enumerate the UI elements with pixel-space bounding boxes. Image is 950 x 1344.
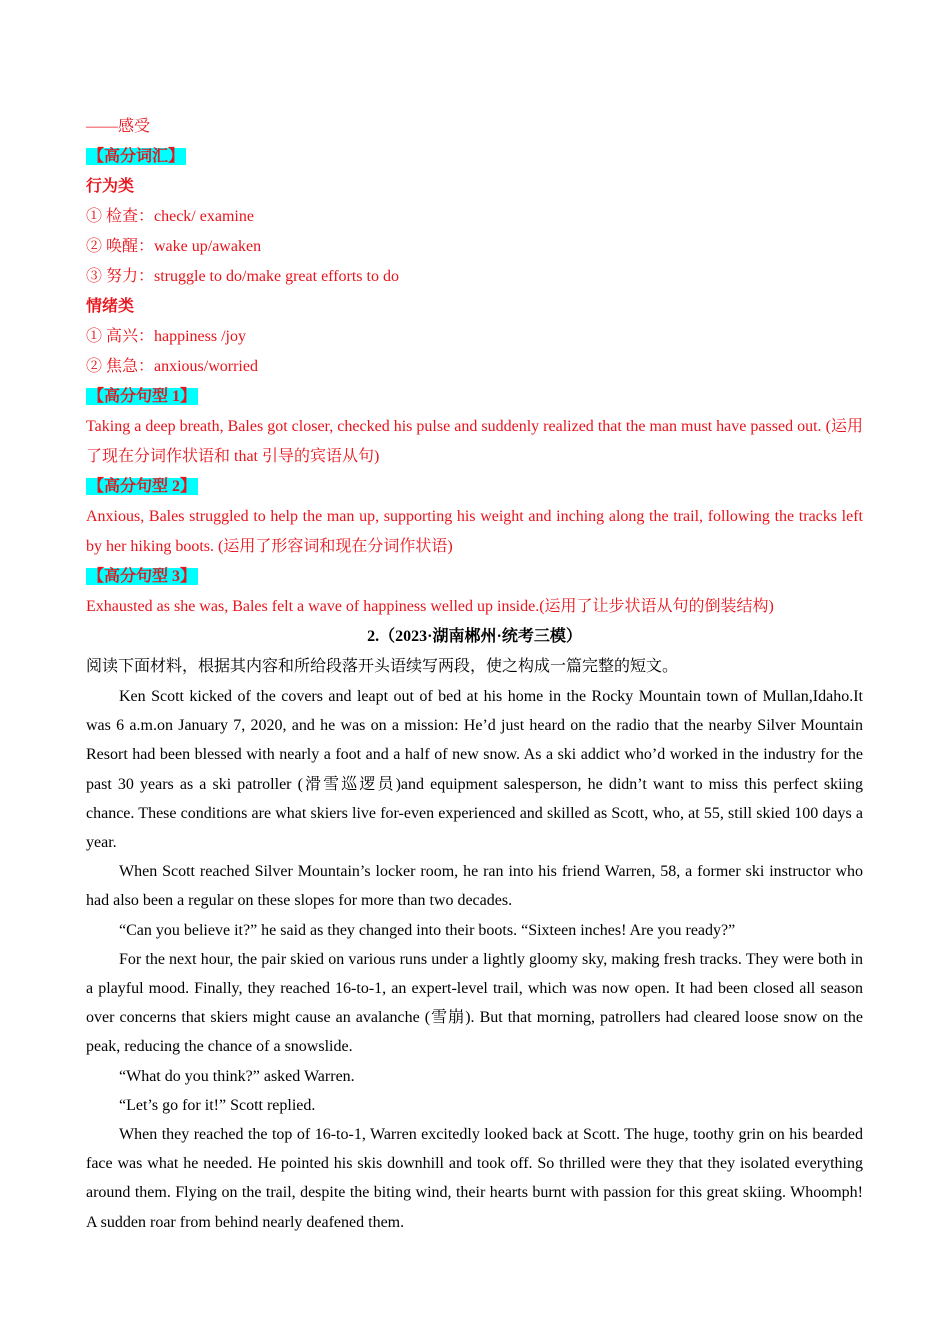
passage-paragraph: “What do you think?” asked Warren. <box>119 1067 355 1085</box>
document-page <box>86 112 863 1237</box>
passage-paragraph: For the next hour, the pair skied on various runs under a lightly gloomy sky, making fresh tracks. They were both in a playful mood. Finally, they reached 16-to-1, an expert-level trail, which was now open. It had been closed all season over concerns that skiers might cause an avalanche (雪崩). But that morning, patrollers had cleared loose snow on the peak, reducing the chance of a snowslide. <box>86 950 863 1056</box>
emotion-item: ② 焦急：anxious/worried <box>86 358 258 375</box>
behavior-item: ② 唤醒：wake up/awaken <box>86 238 262 255</box>
passage-paragraph: “Let’s go for it!” Scott replied. <box>119 1096 316 1114</box>
passage-paragraph: Ken Scott kicked of the covers and leapt out of bed at his home in the Rocky Mountain town of Mullan,Idaho.It was 6 a.m.on January 7, 2020, and he was on a mission: He’d just heard on the radio that the nearby Silver Mountain Resort had been blessed with nearly a foot and a half of new snow. As a ski addict who’d worked in the industry for the past 30 years as a ski patroller (滑雪巡逻员)and equipment salesperson, he didn’t want to miss this perfect skiing chance. These conditions are what skiers live for-even experienced and skilled as Scott, who, at 55, still skied 100 days a year. <box>86 688 863 852</box>
behavior-item: ③ 努力：struggle to do/make great efforts to do <box>86 268 399 285</box>
vocab-tag: 【高分词汇】 <box>88 148 185 165</box>
instruction-text: 阅读下面材料，根据其内容和所给段落开头语续写两段，使之构成一篇完整的短文。 <box>86 658 679 675</box>
passage-paragraph: “Can you believe it?” he said as they changed into their boots. “Sixteen inches! Are you ready?” <box>119 921 736 939</box>
sentence-tag-3: 【高分句型 3】 <box>88 568 197 585</box>
behavior-heading: 行为类 <box>86 178 135 195</box>
passage-paragraph: When Scott reached Silver Mountain’s locker room, he ran into his friend Warren, 58, a former ski instructor who had also been a regular on these slopes for more than two decades. <box>86 863 863 910</box>
section-title: ——感受 <box>86 118 151 135</box>
sentence-example-1: Taking a deep breath, Bales got closer, checked his pulse and suddenly realized that the man must have passed out. (运用了现在分词作状语和 that 引导的宾语从句) <box>86 418 863 465</box>
emotion-heading: 情绪类 <box>86 298 135 315</box>
behavior-item: ① 检查：check/ examine <box>86 208 254 225</box>
emotion-item: ① 高兴：happiness /joy <box>86 328 246 345</box>
sentence-tag-2: 【高分句型 2】 <box>88 478 197 495</box>
passage-paragraph: When they reached the top of 16-to-1, Warren excitedly looked back at Scott. The huge, toothy grin on his bearded face was what he needed. He pointed his skis downhill and took off. So thrilled were they that they isolated everything around them. Flying on the trail, despite the biting wind, their hearts burnt with passion for this great skiing. Whoomph! A sudden roar from behind nearly deafened them. <box>86 1126 863 1231</box>
sentence-example-2: Anxious, Bales struggled to help the man up, supporting his weight and inching along the trail, following the tracks left by her hiking boots. (运用了形容词和现在分词作状语) <box>86 508 863 555</box>
sentence-tag-1: 【高分句型 1】 <box>88 388 197 405</box>
sentence-example-3: Exhausted as she was, Bales felt a wave of happiness welled up inside.(运用了让步状语从句的倒装结构) <box>86 598 774 615</box>
question-title: 2.（2023·湖南郴州·统考三模） <box>367 628 582 645</box>
